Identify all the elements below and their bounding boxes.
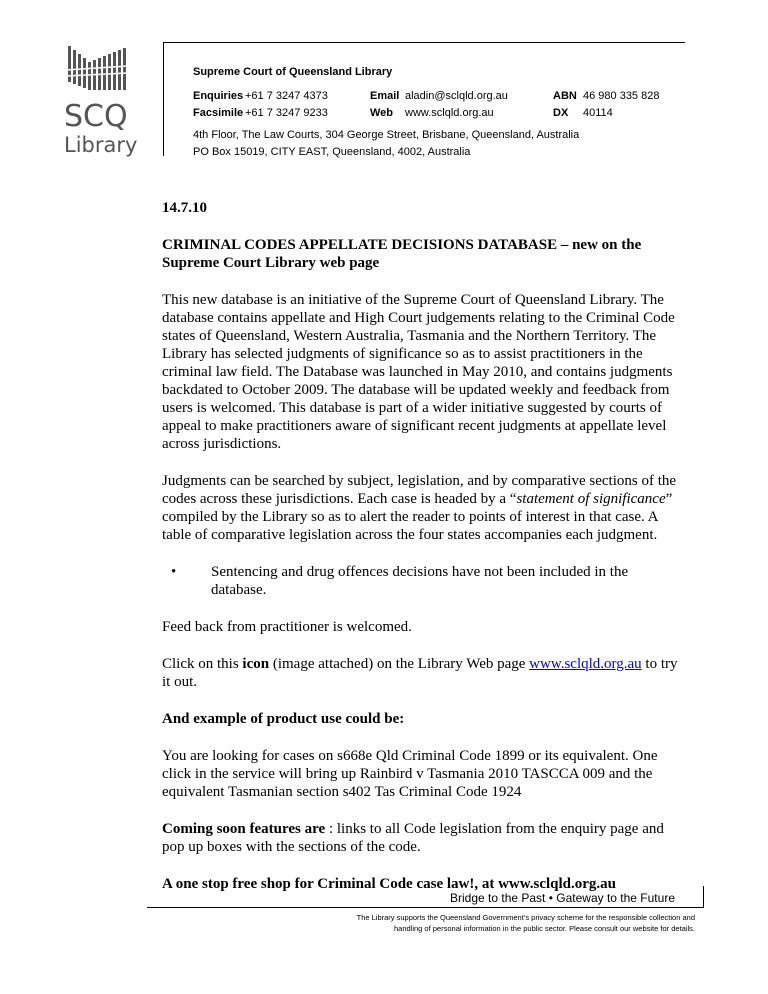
dx-value: 40114 (583, 107, 613, 119)
abn-label: ABN (553, 90, 577, 102)
footer-vertical-rule (703, 886, 704, 908)
email-label: Email (370, 90, 400, 102)
bullet-text: Sentencing and drug offences decisions have not been included in the database. (211, 564, 629, 598)
letterhead-top-rule (163, 42, 685, 43)
paragraph-example: You are looking for cases on s668e Qld Criminal Code 1899 or its equivalent. One click in the service will bring up Rainbird v Tasmania 2010 TASCCA 009 and the equivalent Tasmanian section s402 Tas Criminal Code 1924 (162, 748, 658, 800)
enquiries-value: +61 7 3247 4373 (245, 90, 328, 102)
icon-word: icon (242, 656, 270, 672)
logo-text-bottom: Library (64, 133, 138, 157)
address-block (193, 127, 579, 161)
facsimile-value: +61 7 3247 9233 (245, 107, 328, 119)
facsimile-label: Facsimile (193, 107, 244, 119)
library-web-link[interactable]: www.sclqld.org.au (529, 656, 642, 672)
document-heading: CRIMINAL CODES APPELLATE DECISIONS DATABASE – new on the Supreme Court Library web page (162, 237, 642, 271)
address-line-1: 4th Floor, The Law Courts, 304 George Street, Brisbane, Queensland, Australia (193, 129, 580, 141)
scq-library-logo (62, 40, 142, 160)
paragraph-click: Click on this icon (image attached) on the Library Web page www.sclqld.org.au to try it out. (162, 656, 678, 690)
letterhead-vertical-rule (163, 42, 164, 156)
web-value[interactable]: www.sclqld.org.au (405, 107, 494, 119)
paragraph-intro: This new database is an initiative of the Supreme Court of Queensland Library. The database contains appellate and High Court judgements relating to the Criminal Code states of Queensland, Western Australia, Tasmania and the Northern Territory. The Library has selected judgments of significance so as to assist practitioners in the criminal law field. The Database was launched in May 2010, and contains judgments backdated to October 2009. The database will be updated weekly and feedback from users is welcomed. This database is part of a wider initiative suggested by courts of appeal to make practitioners aware of significant recent judgments at appellate level across jurisdictions. (162, 292, 675, 452)
coming-soon-label: Coming soon features are (162, 821, 326, 837)
closing-line: A one stop free shop for Criminal Code case law!, at www.sclqld.org.au (162, 876, 617, 892)
footer-note-line-1: The Library supports the Queensland Government’s privacy scheme for the responsible collection and (356, 913, 695, 922)
statement-of-significance-text: statement of significance (516, 491, 666, 507)
email-value[interactable]: aladin@sclqld.org.au (405, 90, 508, 102)
enquiries-label: Enquiries (193, 90, 244, 102)
org-name: Supreme Court of Queensland Library (193, 66, 393, 78)
paragraph-search: Judgments can be searched by subject, legislation, and by comparative sections of the codes across these jurisdictions. Each case is headed by a “statement of significance” compiled by the Library so as to alert the reader to points of interest in that case. A table of comparative legislation across the four states accompanies each judgment. (162, 473, 677, 543)
example-heading: And example of product use could be: (162, 711, 405, 727)
document-body (162, 199, 682, 912)
footer-note-line-2: handling of personal information in the public sector. Please consult our website for details. (393, 924, 695, 933)
contact-email-column (370, 88, 508, 122)
contact-phone-column (193, 88, 328, 122)
footer-privacy-note (300, 912, 695, 934)
paragraph-coming-soon: Coming soon features are : links to all Code legislation from the enquiry page and pop up boxes with the sections of the code. (162, 821, 664, 855)
document-date: 14.7.10 (162, 200, 207, 216)
web-label: Web (370, 107, 394, 119)
footer-rule (147, 907, 704, 908)
bullet-dot-icon: • (171, 564, 177, 580)
contact-abn-column (553, 88, 659, 122)
logo-text-top: SCQ (64, 99, 128, 134)
paragraph-feedback: Feed back from practitioner is welcomed. (162, 619, 412, 635)
abn-value: 46 980 335 828 (583, 90, 660, 102)
footer-motto: Bridge to the Past • Gateway to the Future (450, 891, 675, 905)
address-line-2: PO Box 15019, CITY EAST, Queensland, 4002, Australia (193, 146, 471, 158)
bullet-item (162, 563, 682, 599)
dx-label: DX (553, 107, 569, 119)
